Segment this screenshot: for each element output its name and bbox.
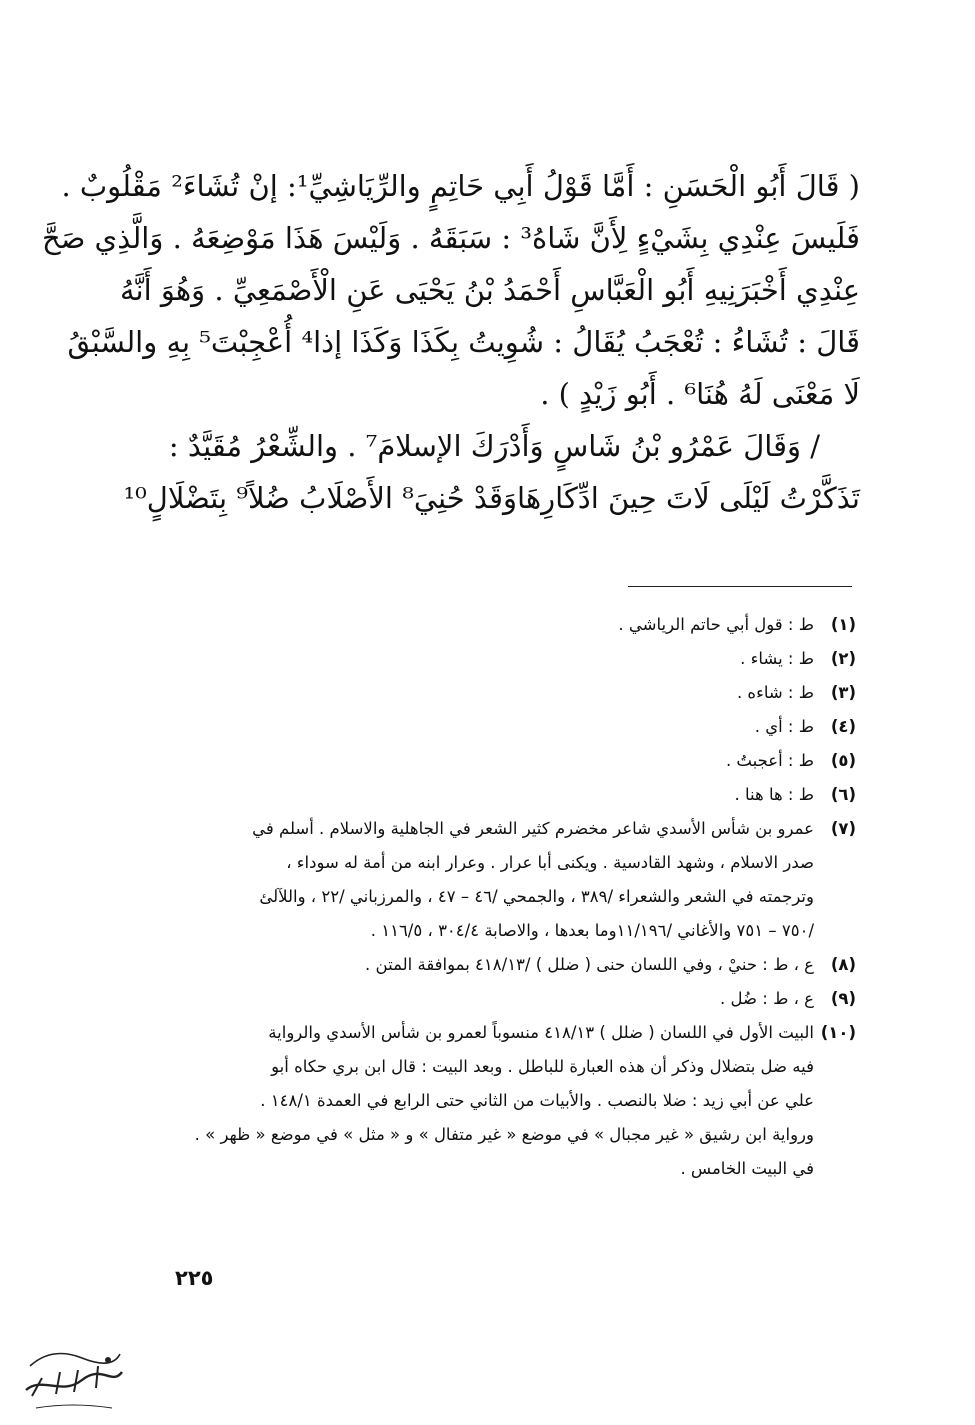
footnote-text [180,948,814,982]
footnote-4 [180,710,856,744]
poem-verse [123,472,860,524]
footnote-line: في البيت الخامس . [680,1159,814,1178]
footnote-7 [180,812,856,948]
footnote-number: (٩) [830,989,856,1008]
footnote-line: ط : قول أبي حاتم الرياشي . [618,615,814,634]
footnote-separator [628,586,852,587]
footnote-text [180,676,814,710]
footnote-text [180,778,814,812]
footnote-10 [180,1016,856,1186]
footnote-line: ط : أعجبتُ . [725,751,814,770]
footnote-number: (٨) [830,955,856,974]
main-line-5: لَا مَعْنَى لَهُ هُنَا⁶ . أَبُو زَيْدٍ ) . [540,377,860,411]
footnotes [180,608,856,1186]
footnote-line: علي عن أبي زيد : ضلا بالنصب . والأبيات من الثاني حتى الرابع في العمدة ١٤٨/١ . [260,1091,814,1110]
footnote-9 [180,982,856,1016]
library-stamp-logo [12,1336,132,1416]
footnote-line: عمرو بن شأس الأسدي شاعر مخضرم كثير الشعر في الجاهلية والاسلام . أسلم في [252,819,814,838]
footnote-5 [180,744,856,778]
footnote-number: (٢) [830,649,856,668]
footnote-text [180,982,814,1016]
footnote-text [180,744,814,778]
footnote-number: (١٠) [820,1023,856,1042]
footnote-line: ع ، ط : ضُل . [720,989,814,1008]
footnote-line: ط : شاءه . [736,683,814,702]
footnote-line: ط : أي . [754,717,814,736]
footnote-line: فيه ضل بتضلال وذكر أن هذه العبارة للباطل . وبعد البيت : قال ابن بري حكاه أبو [271,1057,814,1076]
footnote-2 [180,642,856,676]
footnote-line: ط : ها هنا . [734,785,814,804]
verse-second-hemistich: وَقَدْ حُنِيَ⁸ الأَصْلَابُ ضُلاً⁹ بِتَضْلَالٍ¹⁰ [123,481,518,515]
footnote-number: (٤) [830,717,856,736]
footnote-text [180,710,814,744]
footnote-number: (٦) [830,785,856,804]
footnote-line: /٧٥٠ – ٧٥١ والأغاني /١١/١٩٦وما بعدها ، والاصابة ٣٠٤/٤ ، ١١٦/٥ . [370,921,814,940]
footnote-line: صدر الاسلام ، وشهد القادسية . ويكنى أبا عرار . وعرار ابنه من أمة له سوداء ، [286,853,814,872]
footnote-line: البيت الأول في اللسان ( ضلل ) ٤١٨/١٣ منسوباً لعمرو بن شأس الأسدي والرواية [268,1023,814,1042]
footnote-line: وترجمته في الشعر والشعراء /٣٨٩ ، والجمحي /٤٦ – ٤٧ ، والمرزباني /٢٢ ، واللآلئ [259,887,814,906]
footnote-line: ط : يشاء . [740,649,814,668]
footnote-3 [180,676,856,710]
footnote-text [180,642,814,676]
footnote-6 [180,778,856,812]
footnote-number: (٧) [830,819,856,838]
main-line-1: ( قَالَ أَبُو الْحَسَنِ : أَمَّا قَوْلُ أَبِي حَاتِمٍ والرِّيَاشِيِّ¹: إنْ تُشَاءَ² مَقْلُوبٌ . [61,169,860,203]
footnote-line: ورواية ابن رشيق « غير مجبال » في موضع « غير متفال » و « مثل » في موضع « ظهر » . [194,1125,814,1144]
main-text [41,160,860,524]
poem-intro-line: / وَقَالَ عَمْرُو بْنُ شَاسٍ وَأَدْرَكَ الإسلامَ⁷ . والشِّعْرُ مُقَيَّدٌ : [168,429,820,463]
footnote-number: (٥) [830,751,856,770]
footnote-line: ع ، ط : حنيْ ، وفي اللسان حنى ( ضلل ) /٤١٨/١٣ بموافقة المتن . [365,955,814,974]
footnote-text [180,812,814,948]
footnote-1 [180,608,856,642]
main-line-2: فَلَيسَ عِنْدِي بِشَيْءٍ لِأَنَّ شَاهُ³ : سَبَقَهُ . وَلَيْسَ هَذَا مَوْضِعَهُ . وَالَّذِي صَحَّ [41,221,860,255]
footnote-8 [180,948,856,982]
footnote-number: (٣) [830,683,856,702]
main-line-3: عِنْدِي أَخْبَرَنِيهِ أَبُو الْعَبَّاسِ أَحْمَدُ بْنُ يَحْيَى عَنِ الْأَصْمَعِيِّ . وَهُوَ أَنَّهُ [120,273,860,307]
main-line-4: قَالَ : تُشَاءُ : تُعْجَبُ يُقَالُ : شُوِيتُ بِكَذَا وَكَذَا إذا⁴ أُعْجِبْتَ⁵ بِهِ والسَّبْقُ [67,325,860,359]
footnote-number: (١) [830,615,856,634]
verse-first-hemistich: تَذَكَّرْتُ لَيْلَى لَاتَ حِينَ ادِّكَارِهَا [517,481,860,515]
footnote-text [180,1016,814,1186]
page-number: ٢٢٥ [175,1266,214,1290]
footnote-text [180,608,814,642]
